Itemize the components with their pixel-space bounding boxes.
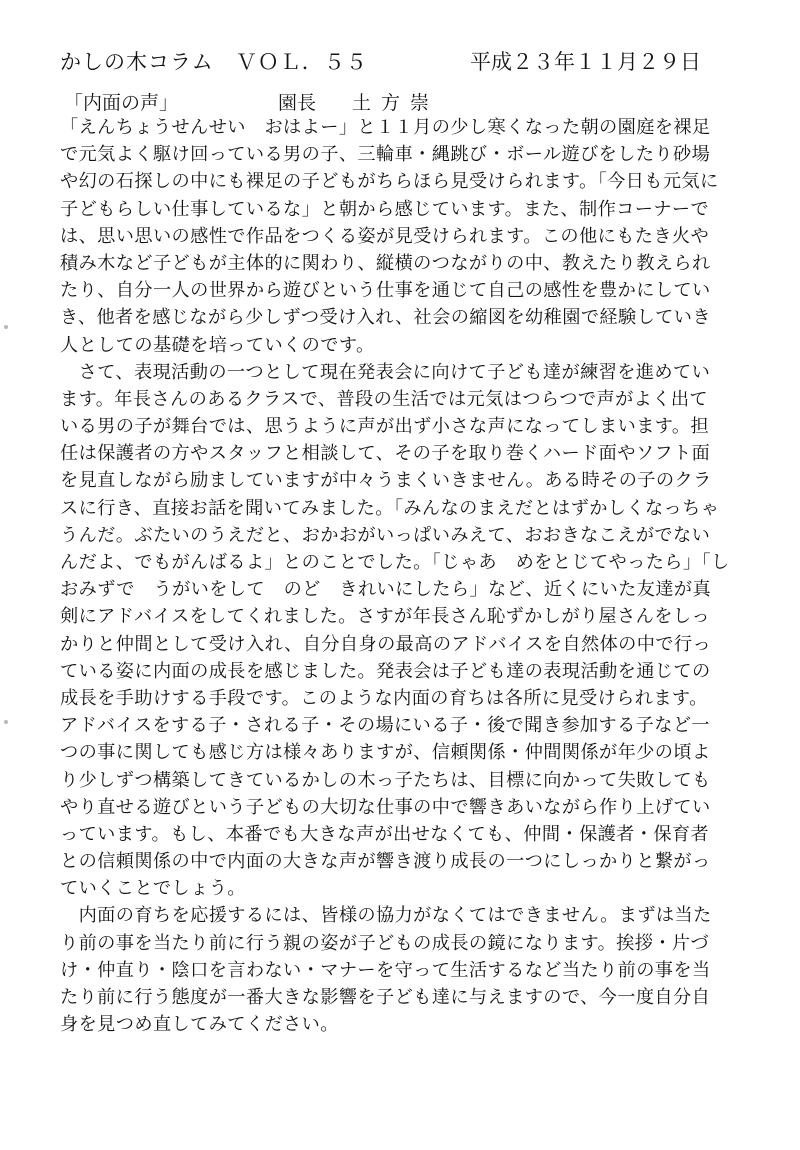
body-line: との信頼関係の中で内面の大きな声が響き渡り成長の一つにしっかりと繋がっ (60, 851, 711, 873)
body-line: んだよ、でもがんばるよ」とのことでした。「じゃあ めをとじてやったら」「し (60, 552, 730, 573)
body-line: 積み木など子どもが主体的に関わり、縦横のつながりの中、教えたり教えられ (60, 252, 711, 274)
body-line: ます。年長さんのあるクラスで、普段の生活では元気はつらつで声がよく出て (60, 388, 709, 410)
scan-speck (4, 720, 8, 724)
body-line: 「えんちょうせんせい おはよー」と１１月の少し寒くなった朝の園庭を裸足 (60, 117, 711, 138)
column-title: かしの木コラム ＶＯＬ．５５ (60, 50, 368, 74)
body-line: け・仲直り・陰口を言わない・マナーを守って生活するなど当たり前の事を当 (60, 959, 711, 981)
body-line: ていくことでしょう。 (60, 878, 246, 900)
body-line: っています。もし、本番でも大きな声が出せなくても、仲間・保護者・保育者 (60, 823, 710, 845)
article-heading: 「内面の声」 (64, 92, 179, 114)
body-line: 任は保護者の方やスタッフと相談して、その子を取り巻くハード面やソフト面 (60, 443, 711, 465)
body-line: や幻の石探しの中にも裸足の子どもがちらほら見受けられます。「今日も元気に (60, 171, 719, 193)
body-line: いる男の子が舞台では、思うように声が出ず小さな声になってしまいます。担 (60, 416, 710, 438)
body-line: たり、自分一人の世界から遊びという仕事を通じて自己の感性を豊かにしてい (60, 280, 711, 302)
body-line: り少しずつ構築してきているかしの木っ子たちは、目標に向かって失敗しても (60, 769, 711, 791)
body-line: 身を見つめ直してみてください。 (60, 1014, 339, 1036)
article-body (60, 114, 750, 1038)
body-line: 人としての基礎を培っていくのです。 (60, 334, 375, 356)
body-line: は、思い思いの感性で作品をつくる姿が見受けられます。この他にもたき火や (60, 225, 710, 247)
body-line: を見直しながら励ましていますが中々うまくいきません。ある時その子のクラ (60, 470, 712, 492)
body-line: やり直せる遊びという子どもの大切な仕事の中で響きあいながら作り上げてい (60, 796, 711, 818)
scan-speck (4, 325, 8, 329)
author-name: 土方崇 (352, 92, 440, 114)
body-line: おみずで うがいをして のど きれいにしたら」など、近くにいた友達が真 (60, 579, 712, 601)
body-line: ている姿に内面の成長を感じました。発表会は子ども達の表現活動を通じての (60, 660, 711, 682)
body-line: スに行き、直接お話を聞いてみました。「みんなのまえだとはずかしくなっちゃ (60, 497, 720, 519)
body-line: 内面の育ちを応援するには、皆様の協力がなくてはできません。まずは当た (60, 905, 712, 927)
body-line: 子どもらしい仕事しているな」と朝から感じています。また、制作コーナーで (60, 198, 710, 220)
body-line: 成長を手助けする手段です。このような内面の育ちは各所に見受けられます。 (60, 687, 708, 709)
body-line: たり前に行う態度が一番大きな影響を子ども達に与えますので、今一度自分自 (60, 987, 711, 1008)
body-line: で元気よく駆け回っている男の子、三輪車・縄跳び・ボール遊びをしたり砂場 (60, 144, 711, 166)
body-line: かりと仲間として受け入れ、自分自身の最高のアドバイスを自然体の中で行っ (60, 633, 712, 655)
body-line: うんだ。ぶたいのうえだと、おかおがいっぱいみえて、おおきなこえがでない (60, 524, 711, 546)
body-line: 剣にアドバイスをしてくれました。さすが年長さん恥ずかしがり屋さんをしっ (60, 606, 711, 628)
issue-date: 平成２３年１１月２９日 (470, 50, 701, 74)
body-line: つの事に関しても感じ方は様々ありますが、信頼関係・仲間関係が年少の頃よ (60, 742, 711, 764)
body-line: アドバイスをする子・される子・その場にいる子・後で聞き参加する子など一 (60, 715, 711, 737)
body-line: さて、表現活動の一つとして現在発表会に向けて子ども達が練習を進めてい (60, 361, 711, 383)
body-line: り前の事を当たり前に行う親の姿が子どもの成長の鏡になります。挨拶・片づ (60, 932, 710, 954)
body-line: き、他者を感じながら少しずつ受け入れ、社会の縮図を幼稚園で経験していき (60, 307, 711, 329)
author-role: 園長 (278, 92, 317, 114)
